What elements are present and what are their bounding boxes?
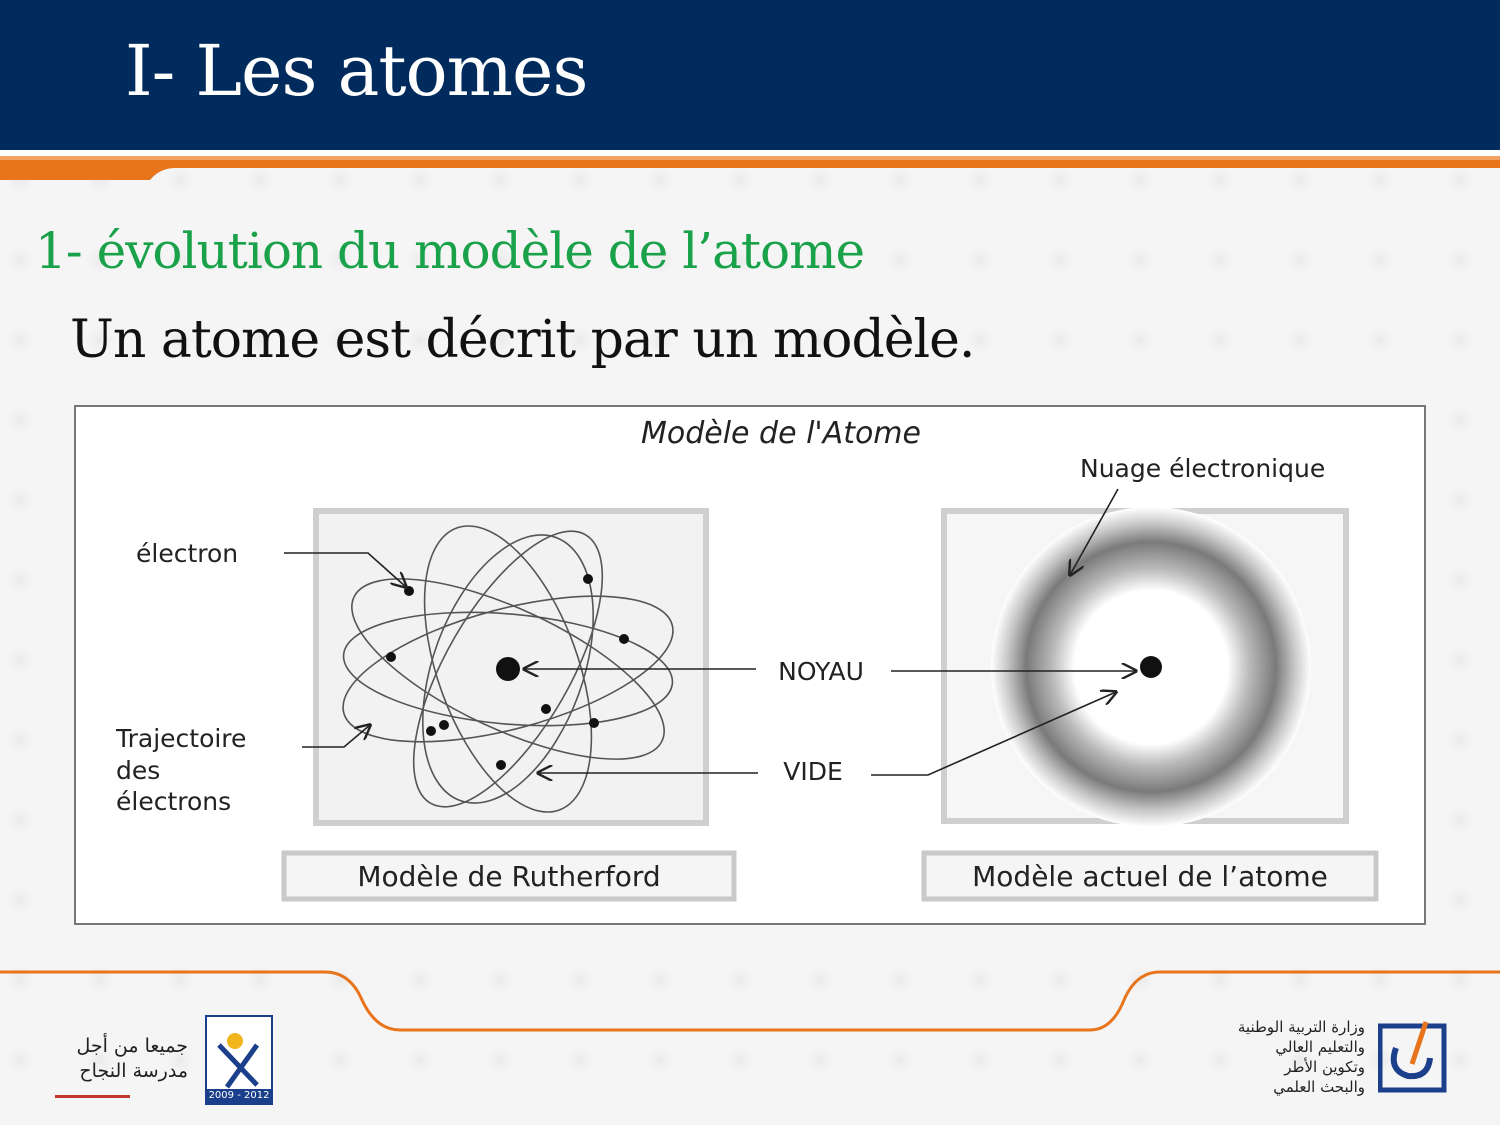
label-cloud: Nuage électronique — [1080, 454, 1326, 483]
label-void: VIDE — [783, 757, 843, 786]
logo-left-line2: مدرسة النجاح — [79, 1060, 188, 1082]
logo-left-line1: جميعا من أجل — [76, 1035, 188, 1057]
ministry-line-4: والبحث العلمي — [1273, 1078, 1365, 1096]
rutherford-nucleus — [496, 657, 520, 681]
ministry-line-2: والتعليم العالي — [1275, 1038, 1365, 1056]
label-trajectory-2: des — [116, 756, 161, 785]
atom-model-figure — [74, 405, 1426, 925]
ministry-emblem-icon — [1378, 1018, 1448, 1094]
label-nucleus: NOYAU — [778, 657, 864, 686]
figure-title: Modèle de l'Atome — [640, 416, 922, 451]
ministry-line-3: وتكوين الأطر — [1284, 1058, 1365, 1076]
caption-current: Modèle actuel de l’atome — [972, 860, 1328, 893]
label-trajectory-1: Trajectoire — [116, 724, 247, 753]
header-bar — [0, 0, 1500, 150]
logo-left-years: 2009 - 2012 — [208, 1090, 270, 1101]
lead-sentence: Un atome est décrit par un modèle. — [70, 310, 975, 370]
orange-accent-band — [0, 150, 1500, 190]
page-title: I- Les atomes — [125, 30, 588, 112]
label-electron: électron — [136, 539, 239, 568]
caption-rutherford: Modèle de Rutherford — [357, 860, 661, 893]
section-subtitle: 1- évolution du modèle de l’atome — [35, 222, 865, 280]
ministry-line-1: وزارة التربية الوطنية — [1237, 1018, 1365, 1036]
logo-ministry — [1100, 1010, 1460, 1105]
logo-najah — [50, 1015, 280, 1105]
label-trajectory-3: électrons — [116, 787, 232, 816]
current-nucleus — [1140, 656, 1162, 678]
